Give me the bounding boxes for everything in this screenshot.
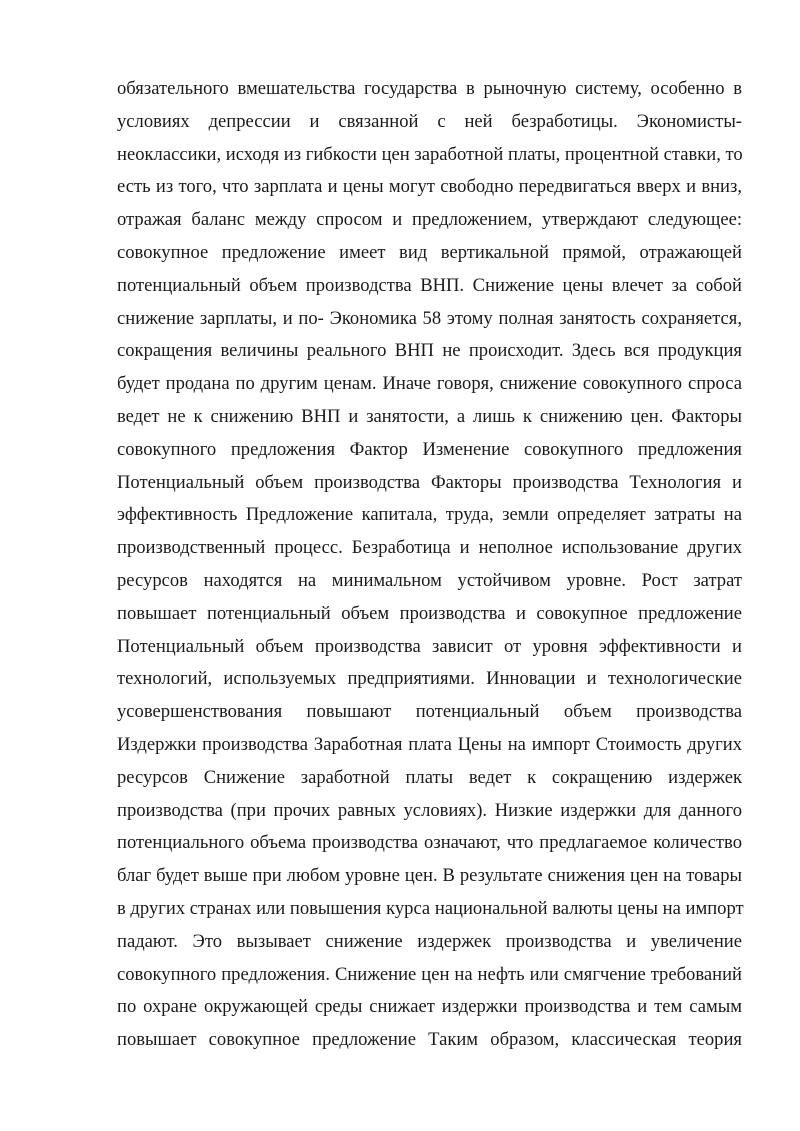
text-line: производственный процесс. Безработица и неполное использование других bbox=[117, 537, 742, 559]
text-line: условиях депрессии и связанной с ней безработицы. Экономисты- bbox=[117, 110, 742, 132]
text-line: производства (при прочих равных условиях). Низкие издержки для данного bbox=[117, 799, 742, 821]
text-line: Потенциальный объем производства Факторы производства Технология и bbox=[117, 471, 742, 493]
text-line: снижение зарплаты, и по- Экономика 58 этому полная занятость сохраняется, bbox=[117, 307, 742, 329]
text-line: отражая баланс между спросом и предложением, утверждают следующее: bbox=[117, 209, 742, 231]
text-line: в других странах или повышения курса национальной валюты цены на импорт bbox=[117, 897, 744, 919]
text-line: обязательного вмешательства государства в рыночную систему, особенно в bbox=[117, 78, 742, 99]
text-line: повышает совокупное предложение Таким образом, классическая теория bbox=[117, 1029, 742, 1051]
text-line: ресурсов Снижение заработной платы ведет к сокращению издержек bbox=[117, 766, 742, 788]
text-line: потенциального объема производства означают, что предлагаемое количество bbox=[117, 832, 742, 854]
text-line: благ будет выше при любом уровне цен. В результате снижения цен на товары bbox=[117, 865, 742, 887]
text-line: совокупного предложения. Снижение цен на нефть или смягчение требований bbox=[117, 963, 742, 985]
text-line: эффективность Предложение капитала, труда, земли определяет затраты на bbox=[117, 504, 742, 526]
text-line: неоклассики, исходя из гибкости цен заработной платы, процентной ставки, то bbox=[117, 143, 743, 165]
text-line: по охране окружающей среды снижает издержки производства и тем самым bbox=[117, 996, 742, 1018]
text-line: Потенциальный объем производства зависит от уровня эффективности и bbox=[117, 635, 742, 657]
text-line: падают. Это вызывает снижение издержек производства и увеличение bbox=[117, 930, 742, 952]
text-line: есть из того, что зарплата и цены могут свободно передвигаться вверх и вниз, bbox=[117, 176, 742, 198]
body-text bbox=[117, 73, 742, 1057]
text-line: сокращения величины реального ВНП не происходит. Здесь вся продукция bbox=[117, 340, 742, 362]
text-line: потенциальный объем производства ВНП. Снижение цены влечет за собой bbox=[117, 274, 742, 296]
text-line: совокупного предложения Фактор Изменение совокупного предложения bbox=[117, 438, 742, 460]
text-line: усовершенствования повышают потенциальный объем производства bbox=[117, 701, 742, 723]
text-line: будет продана по другим ценам. Иначе говоря, снижение совокупного спроса bbox=[117, 373, 742, 395]
text-line: повышает потенциальный объем производства и совокупное предложение bbox=[117, 602, 742, 624]
text-line: ресурсов находятся на минимальном устойчивом уровне. Рост затрат bbox=[117, 569, 742, 591]
text-line: совокупное предложение имеет вид вертикальной прямой, отражающей bbox=[117, 241, 742, 263]
text-line: Издержки производства Заработная плата Цены на импорт Стоимость других bbox=[117, 733, 742, 755]
text-line: ведет не к снижению ВНП и занятости, а лишь к снижению цен. Факторы bbox=[117, 405, 742, 427]
text-line: технологий, используемых предприятиями. Инновации и технологические bbox=[117, 668, 742, 690]
